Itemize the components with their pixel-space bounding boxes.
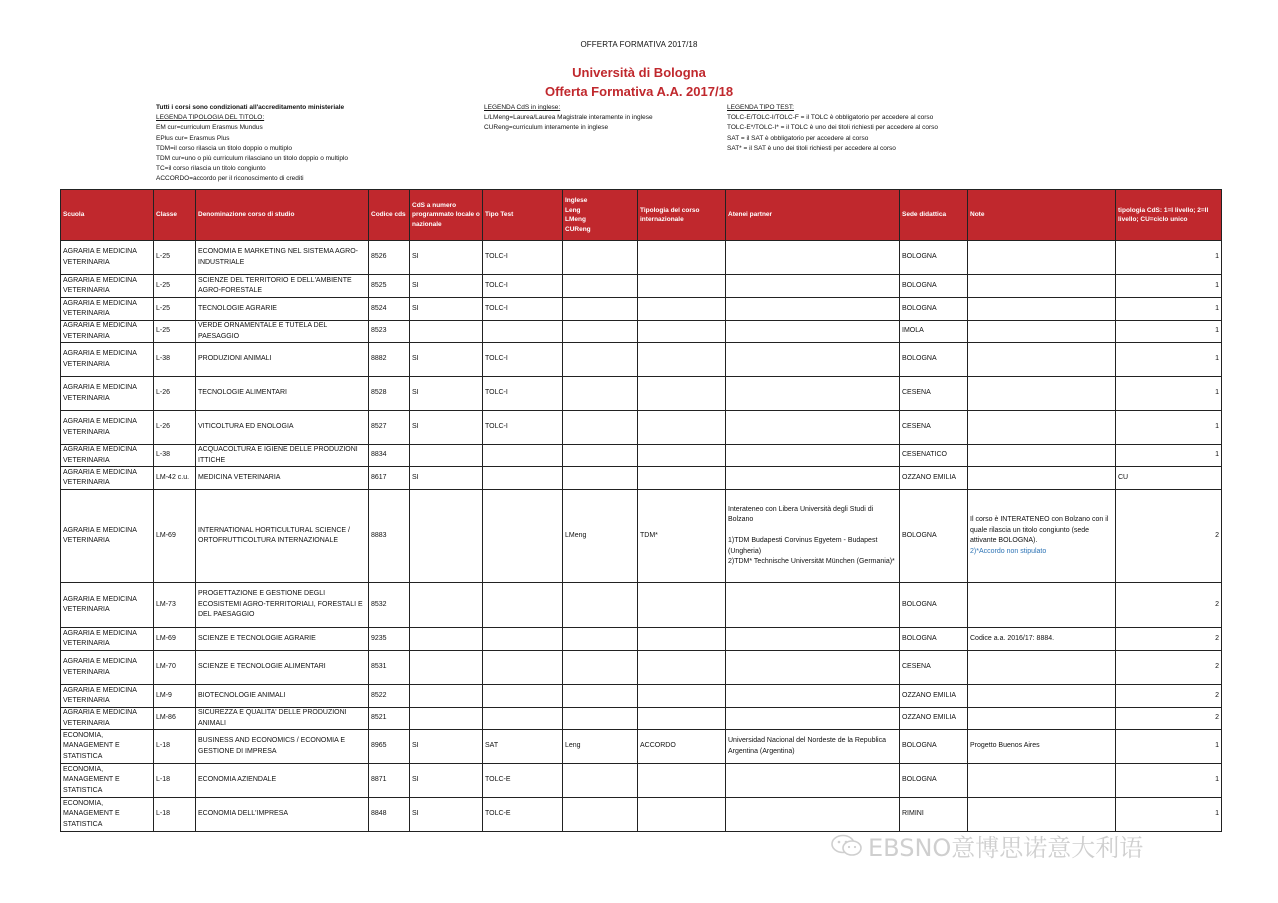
legend-entry: EPlus cur= Erasmus Plus [156,134,230,142]
cell-denominazione: SCIENZE E TECNOLOGIE ALIMENTARI [196,651,369,685]
cell-sede: OZZANO EMILIA [900,467,968,490]
cell-tipologia-internazionale: ACCORDO [638,730,726,764]
cell-classe: L-18 [154,764,196,798]
cell-tipologia-cds: 1 [1116,798,1222,832]
cell-denominazione: INTERNATIONAL HORTICULTURAL SCIENCE / ORTOFRUTTICOLTURA INTERNAZIONALE [196,490,369,583]
cell-tipo-test: TOLC-E [483,764,563,798]
cell-note [968,241,1116,275]
cell-programmato [410,490,483,583]
cell-tipologia-cds: 1 [1116,445,1222,467]
cell-atenei-partner: Universidad Nacional del Nordeste de la Republica Argentina (Argentina) [726,730,900,764]
cell-sede: BOLOGNA [900,730,968,764]
table-body [61,241,1222,832]
cell-atenei-partner [726,241,900,275]
cell-denominazione: ECONOMIA DELL'IMPRESA [196,798,369,832]
cell-tipo-test: TOLC-I [483,275,563,298]
cell-programmato: SI [410,343,483,377]
cell-scuola: AGRARIA E MEDICINA VETERINARIA [61,628,154,651]
cell-sede: RIMINI [900,798,968,832]
course-offer-table [60,189,1222,832]
table-row [61,764,1222,798]
cell-classe: LM-69 [154,490,196,583]
cell-sede: BOLOGNA [900,241,968,275]
cell-tipo-test [483,583,563,628]
cell-tipologia-cds: 2 [1116,490,1222,583]
cell-classe: L-26 [154,377,196,411]
cell-inglese [563,445,638,467]
cell-classe: L-25 [154,275,196,298]
cell-tipologia-internazionale [638,411,726,445]
cell-tipo-test [483,490,563,583]
cell-scuola: AGRARIA E MEDICINA VETERINARIA [61,467,154,490]
legend-heading: LEGENDA CdS in inglese: [484,104,561,111]
cell-programmato: SI [410,730,483,764]
cell-scuola: ECONOMIA, MANAGEMENT E STATISTICA [61,730,154,764]
cell-tipo-test [483,628,563,651]
cell-sede: CESENATICO [900,445,968,467]
cell-atenei-partner [726,411,900,445]
table-row [61,411,1222,445]
cell-tipo-test [483,685,563,708]
cell-classe: L-25 [154,321,196,343]
cell-note [968,377,1116,411]
cell-programmato [410,321,483,343]
legend-english-courses [484,103,653,134]
column-header-classe[interactable]: Classe [154,190,196,241]
cell-tipologia-cds: 2 [1116,628,1222,651]
cell-note [968,445,1116,467]
cell-inglese [563,764,638,798]
table-row [61,730,1222,764]
legend-entry: CUReng=curriculum interamente in inglese [484,124,609,132]
cell-tipologia-internazionale [638,241,726,275]
cell-tipologia-internazionale [638,275,726,298]
cell-classe: L-25 [154,241,196,275]
cell-inglese [563,343,638,377]
cell-classe: L-18 [154,798,196,832]
cell-tipologia-cds: 1 [1116,411,1222,445]
cell-inglese: Leng [563,730,638,764]
column-header-sede[interactable]: Sede didattica [900,190,968,241]
cell-classe: L-18 [154,730,196,764]
cell-programmato: SI [410,298,483,321]
cell-note [968,490,1116,583]
cell-sede: CESENA [900,651,968,685]
cell-programmato [410,628,483,651]
cell-scuola: AGRARIA E MEDICINA VETERINARIA [61,298,154,321]
cell-sede: OZZANO EMILIA [900,708,968,730]
column-header-programmato[interactable]: CdS a numero programmato locale o nazionale [410,190,483,241]
offer-title: Offerta Formativa A.A. 2017/18 [544,84,734,99]
cell-scuola: AGRARIA E MEDICINA VETERINARIA [61,445,154,467]
note-agreement-remark: 2)*Accordo non stipulato [970,547,1047,555]
cell-codice: 8965 [369,730,410,764]
cell-scuola: AGRARIA E MEDICINA VETERINARIA [61,343,154,377]
university-title: Università di Bologna [572,65,706,80]
cell-note [968,275,1116,298]
legend-entry: SAT* = il SAT è uno dei titoli richiesti per accedere al corso [727,144,896,152]
cell-tipo-test [483,445,563,467]
cell-sede: BOLOGNA [900,343,968,377]
cell-scuola: ECONOMIA, MANAGEMENT E STATISTICA [61,764,154,798]
cell-programmato: SI [410,411,483,445]
column-header-note[interactable]: Note [968,190,1116,241]
cell-tipo-test [483,321,563,343]
cell-codice: 8522 [369,685,410,708]
cell-scuola: AGRARIA E MEDICINA VETERINARIA [61,411,154,445]
accreditation-note: Tutti i corsi sono condizionati all'accreditamento ministeriale [156,104,345,111]
cell-codice: 8527 [369,411,410,445]
cell-denominazione: BUSINESS AND ECONOMICS / ECONOMIA E GESTIONE DI IMPRESA [196,730,369,764]
cell-tipologia-internazionale [638,685,726,708]
cell-inglese [563,377,638,411]
cell-sede: BOLOGNA [900,298,968,321]
table-row [61,321,1222,343]
legend-entry: TOLC-E/TOLC-I/TOLC-F = il TOLC è obbligatorio per accedere al corso [727,114,934,122]
table-row [61,275,1222,298]
cell-scuola: AGRARIA E MEDICINA VETERINARIA [61,685,154,708]
cell-denominazione: ECONOMIA E MARKETING NEL SISTEMA AGRO-INDUSTRIALE [196,241,369,275]
cell-note [968,798,1116,832]
column-header-tipologia-internazionale[interactable]: Tipologia del corso internazionale [638,190,726,241]
cell-scuola: AGRARIA E MEDICINA VETERINARIA [61,651,154,685]
note-text: Codice a.a. 2016/17: 8884. [970,634,1055,642]
cell-codice: 8528 [369,377,410,411]
table-row [61,445,1222,467]
cell-tipo-test: SAT [483,730,563,764]
cell-atenei-partner [726,708,900,730]
cell-inglese [563,628,638,651]
note-text: Il corso è INTERATENEO con Bolzano con il quale rilascia un titolo congiunto (sede attivante BOLOGNA). [970,516,1109,544]
cell-inglese [563,241,638,275]
legend-entry: L/LMeng=Laurea/Laurea Magistrale interamente in inglese [484,114,653,122]
cell-tipologia-cds: 1 [1116,275,1222,298]
cell-inglese [563,798,638,832]
watermark-text: EBSNO意博思诺意大利语 [868,834,1144,862]
legend-heading: LEGENDA TIPO TEST: [727,104,794,111]
cell-codice: 8834 [369,445,410,467]
cell-codice: 8523 [369,321,410,343]
table-row [61,377,1222,411]
cell-denominazione: PRODUZIONI ANIMALI [196,343,369,377]
cell-programmato [410,651,483,685]
cell-tipo-test: TOLC-I [483,377,563,411]
cell-inglese [563,321,638,343]
cell-sede: BOLOGNA [900,628,968,651]
legend-entry: TDM=il corso rilascia un titolo doppio o multiplo [156,144,293,152]
cell-tipologia-cds: 1 [1116,343,1222,377]
table-row [61,708,1222,730]
cell-note [968,343,1116,377]
cell-classe: L-38 [154,343,196,377]
cell-denominazione: SCIENZE E TECNOLOGIE AGRARIE [196,628,369,651]
cell-atenei-partner [726,377,900,411]
cell-note [968,685,1116,708]
cell-scuola: AGRARIA E MEDICINA VETERINARIA [61,583,154,628]
cell-programmato: SI [410,764,483,798]
cell-tipologia-cds: 2 [1116,651,1222,685]
cell-note [968,298,1116,321]
cell-classe: LM-70 [154,651,196,685]
cell-denominazione: VITICOLTURA ED ENOLOGIA [196,411,369,445]
cell-scuola: AGRARIA E MEDICINA VETERINARIA [61,241,154,275]
column-header-scuola[interactable]: Scuola [61,190,154,241]
cell-tipologia-internazionale [638,708,726,730]
cell-tipologia-cds: 1 [1116,764,1222,798]
cell-tipologia-internazionale [638,321,726,343]
cell-atenei-partner [726,798,900,832]
cell-atenei-partner [726,685,900,708]
column-header-denominazione[interactable]: Denominazione corso di studio [196,190,369,241]
cell-inglese [563,298,638,321]
cell-denominazione: VERDE ORNAMENTALE E TUTELA DEL PAESAGGIO [196,321,369,343]
table-row [61,685,1222,708]
cell-tipologia-internazionale [638,445,726,467]
cell-codice: 8524 [369,298,410,321]
cell-tipo-test: TOLC-I [483,343,563,377]
cell-classe: LM-42 c.u. [154,467,196,490]
cell-note [968,651,1116,685]
legend-entry: TOLC-E*/TOLC-I* = il TOLC è uno dei titoli richiesti per accedere al corso [727,124,939,132]
cell-note [968,628,1116,651]
cell-tipologia-cds: 1 [1116,241,1222,275]
column-header-atenei-partner[interactable]: Atenei partner [726,190,900,241]
cell-classe: LM-73 [154,583,196,628]
cell-note [968,764,1116,798]
cell-atenei-partner [726,583,900,628]
cell-sede: OZZANO EMILIA [900,685,968,708]
cell-tipo-test [483,708,563,730]
cell-classe: LM-9 [154,685,196,708]
cell-inglese [563,275,638,298]
legend-entry: ACCORDO=accordo per il riconoscimento di crediti [156,175,304,183]
cell-sede: BOLOGNA [900,583,968,628]
cell-classe: L-26 [154,411,196,445]
table-row [61,467,1222,490]
legend-title-types [156,103,348,185]
cell-tipologia-cds: 1 [1116,377,1222,411]
cell-tipologia-internazionale: TDM* [638,490,726,583]
cell-programmato [410,685,483,708]
cell-scuola: AGRARIA E MEDICINA VETERINARIA [61,275,154,298]
cell-denominazione: SICUREZZA E QUALITA' DELLE PRODUZIONI ANIMALI [196,708,369,730]
table-row [61,343,1222,377]
cell-programmato: SI [410,377,483,411]
cell-tipologia-internazionale [638,298,726,321]
table-row [61,628,1222,651]
cell-tipologia-internazionale [638,343,726,377]
cell-scuola: AGRARIA E MEDICINA VETERINARIA [61,490,154,583]
cell-codice: 8532 [369,583,410,628]
cell-tipologia-cds: 1 [1116,730,1222,764]
table-header-row [61,190,1222,241]
cell-scuola: AGRARIA E MEDICINA VETERINARIA [61,708,154,730]
cell-denominazione: BIOTECNOLOGIE ANIMALI [196,685,369,708]
cell-tipologia-cds: CU [1116,467,1222,490]
cell-scuola: ECONOMIA, MANAGEMENT E STATISTICA [61,798,154,832]
cell-denominazione: TECNOLOGIE AGRARIE [196,298,369,321]
cell-codice: 8525 [369,275,410,298]
cell-note [968,708,1116,730]
table-row [61,651,1222,685]
column-header-inglese[interactable]: Inglese Leng LMeng CUReng [563,190,638,241]
cell-tipologia-cds: 2 [1116,583,1222,628]
cell-atenei-partner [726,321,900,343]
cell-denominazione: ACQUACOLTURA E IGIENE DELLE PRODUZIONI ITTICHE [196,445,369,467]
cell-tipo-test: TOLC-E [483,798,563,832]
cell-atenei-partner [726,445,900,467]
cell-tipo-test [483,651,563,685]
cell-atenei-partner: Interateneo con Libera Università degli Studi di Bolzano 1)TDM Budapesti Corvinus Egyetem - Budapest (Ungheria) 2)TDM* Technische Universität München (Germania)* [726,490,900,583]
cell-note [968,583,1116,628]
cell-denominazione: PROGETTAZIONE E GESTIONE DEGLI ECOSISTEMI AGRO-TERRITORIALI, FORESTALI E DEL PAESAGGIO [196,583,369,628]
legend-entry: TC=il corso rilascia un titolo congiunto [156,165,266,173]
cell-tipologia-internazionale [638,467,726,490]
cell-denominazione: MEDICINA VETERINARIA [196,467,369,490]
cell-note [968,321,1116,343]
cell-tipologia-internazionale [638,583,726,628]
cell-atenei-partner [726,764,900,798]
cell-classe: LM-86 [154,708,196,730]
cell-codice: 8617 [369,467,410,490]
cell-programmato: SI [410,798,483,832]
cell-inglese [563,651,638,685]
column-header-codice[interactable]: Codice cds [369,190,410,241]
table-row [61,583,1222,628]
cell-tipologia-internazionale [638,377,726,411]
cell-codice: 8521 [369,708,410,730]
cell-sede: BOLOGNA [900,275,968,298]
column-header-tipologia-cds[interactable]: tipologia CdS: 1=I livello; 2=II livello; CU=ciclo unico [1116,190,1222,241]
table-row [61,241,1222,275]
cell-denominazione: ECONOMIA AZIENDALE [196,764,369,798]
table-row [61,490,1222,583]
legend-entry: SAT = il SAT è obbligatorio per accedere al corso [727,134,869,142]
cell-programmato: SI [410,241,483,275]
cell-codice: 8871 [369,764,410,798]
cell-classe: L-25 [154,298,196,321]
cell-tipo-test: TOLC-I [483,241,563,275]
cell-classe: L-38 [154,445,196,467]
cell-codice: 8883 [369,490,410,583]
cell-atenei-partner [726,651,900,685]
legend-entry: EM cur=curriculum Erasmus Mundus [156,124,263,132]
cell-inglese [563,685,638,708]
legend-heading: LEGENDA TIPOLOGIA DEL TITOLO: [156,114,265,122]
cell-sede: CESENA [900,377,968,411]
cell-note [968,730,1116,764]
cell-atenei-partner [726,467,900,490]
column-header-tipo-test[interactable]: Tipo Test [483,190,563,241]
legend-entry: TDM cur=uno o più curriculum rilasciano un titolo doppio o multiplo [156,155,349,163]
cell-programmato [410,445,483,467]
cell-programmato [410,708,483,730]
watermark [830,828,1143,863]
cell-note [968,467,1116,490]
cell-tipologia-cds: 1 [1116,321,1222,343]
cell-programmato: SI [410,275,483,298]
cell-note [968,411,1116,445]
cell-tipologia-cds: 1 [1116,298,1222,321]
cell-atenei-partner [726,298,900,321]
cell-sede: BOLOGNA [900,490,968,583]
cell-tipo-test: TOLC-I [483,411,563,445]
cell-codice: 9235 [369,628,410,651]
cell-tipologia-cds: 2 [1116,685,1222,708]
cell-codice: 8526 [369,241,410,275]
cell-tipologia-internazionale [638,651,726,685]
cell-denominazione: SCIENZE DEL TERRITORIO E DELL'AMBIENTE AGRO-FORESTALE [196,275,369,298]
cell-tipo-test [483,467,563,490]
cell-tipologia-internazionale [638,764,726,798]
cell-inglese [563,411,638,445]
cell-tipologia-cds: 2 [1116,708,1222,730]
note-text: Progetto Buenos Aires [970,742,1040,750]
table-row [61,798,1222,832]
cell-sede: BOLOGNA [900,764,968,798]
cell-atenei-partner [726,343,900,377]
cell-inglese [563,708,638,730]
cell-tipologia-internazionale [638,628,726,651]
cell-tipo-test: TOLC-I [483,298,563,321]
cell-inglese: LMeng [563,490,638,583]
cell-sede: IMOLA [900,321,968,343]
cell-tipologia-internazionale [638,798,726,832]
cell-denominazione: TECNOLOGIE ALIMENTARI [196,377,369,411]
document-caption: OFFERTA FORMATIVA 2017/18 [580,40,698,49]
wechat-icon [830,834,864,858]
cell-codice: 8531 [369,651,410,685]
cell-inglese [563,467,638,490]
cell-atenei-partner [726,628,900,651]
cell-scuola: AGRARIA E MEDICINA VETERINARIA [61,321,154,343]
cell-inglese [563,583,638,628]
cell-scuola: AGRARIA E MEDICINA VETERINARIA [61,377,154,411]
cell-sede: CESENA [900,411,968,445]
table-row [61,298,1222,321]
cell-programmato [410,583,483,628]
legend-test-types [727,103,938,154]
cell-codice: 8848 [369,798,410,832]
cell-codice: 8882 [369,343,410,377]
cell-programmato: SI [410,467,483,490]
cell-classe: LM-69 [154,628,196,651]
cell-atenei-partner [726,275,900,298]
